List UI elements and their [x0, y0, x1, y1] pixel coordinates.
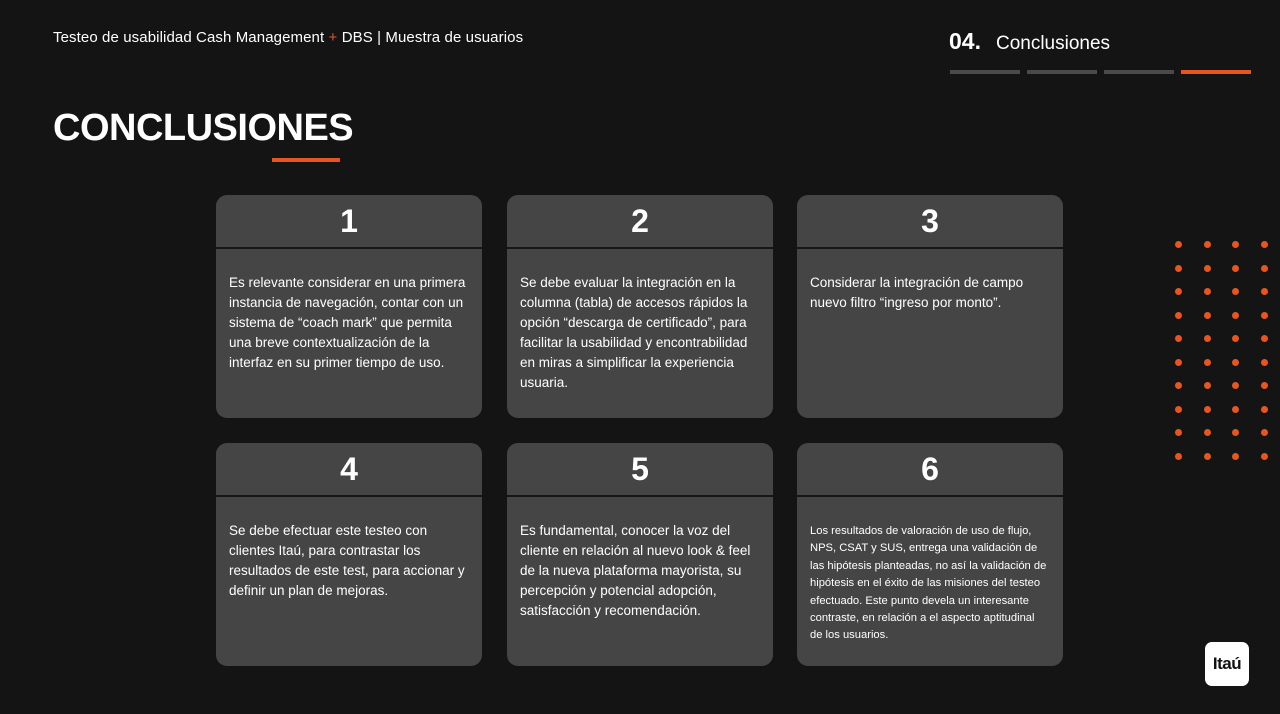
decorative-dot	[1204, 453, 1211, 460]
decorative-dot	[1261, 241, 1268, 248]
decorative-dot	[1261, 429, 1268, 436]
section-name: Conclusiones	[995, 33, 1111, 54]
card-number: 2	[631, 202, 649, 239]
conclusion-card-1	[216, 195, 482, 418]
decorative-dot-grid	[1175, 241, 1275, 466]
card-header	[797, 443, 1063, 497]
card-text: Es relevante considerar en una primera instancia de navegación, contar con un sistema de “coach mark” que permita una breve contextualización de la interfaz en su primer tiempo de uso.	[229, 275, 466, 370]
decorative-dot	[1232, 382, 1239, 389]
decorative-dot	[1232, 406, 1239, 413]
header-title-part2: DBS | Muestra de usuarios	[337, 29, 524, 46]
card-header	[216, 443, 482, 497]
itau-logo	[1205, 642, 1249, 686]
decorative-dot	[1175, 359, 1182, 366]
header-title-part1: Testeo de usabilidad Cash Management	[53, 29, 329, 46]
card-text: Los resultados de valoración de uso de flujo, NPS, CSAT y SUS, entrega una validación de las hipótesis planteadas, no así la validación de hipótesis en el éxito de las misiones del testeo efectuado. Este punto devela un interesante contraste, en relación a el aspecto aptitudinal de los usuarios.	[810, 525, 1047, 642]
card-text: Se debe efectuar este testeo con clientes Itaú, para contrastar los resultados de este test, para accionar y definir un plan de mejoras.	[229, 523, 465, 598]
card-header	[216, 195, 482, 249]
section-number: 04.	[949, 28, 981, 54]
card-text: Considerar la integración de campo nuevo filtro “ingreso por monto”.	[810, 275, 1024, 310]
decorative-dot	[1204, 406, 1211, 413]
decorative-dot	[1261, 382, 1268, 389]
decorative-dot	[1261, 359, 1268, 366]
section-indicator	[949, 28, 1110, 56]
card-text: Se debe evaluar la integración en la columna (tabla) de accesos rápidos la opción “descarga de certificado”, para facilitar la usabilidad y encontrabilidad en miras a simplificar la experiencia usuaria.	[520, 275, 748, 390]
decorative-dot	[1204, 429, 1211, 436]
card-header	[507, 443, 773, 497]
decorative-dot	[1232, 335, 1239, 342]
decorative-dot	[1232, 265, 1239, 272]
decorative-dot	[1175, 382, 1182, 389]
card-header	[507, 195, 773, 249]
decorative-dot	[1232, 241, 1239, 248]
conclusion-card-3	[797, 195, 1063, 418]
decorative-dot	[1204, 382, 1211, 389]
decorative-dot	[1204, 265, 1211, 272]
page-title: CONCLUSIONES	[53, 107, 354, 149]
decorative-dot	[1175, 312, 1182, 319]
decorative-dot	[1232, 288, 1239, 295]
logo-text: Itaú	[1212, 654, 1242, 673]
card-header	[797, 195, 1063, 249]
decorative-dot	[1232, 359, 1239, 366]
decorative-dot	[1261, 265, 1268, 272]
decorative-dot	[1204, 359, 1211, 366]
progress-segment-4-active	[1181, 70, 1251, 74]
decorative-dot	[1175, 241, 1182, 248]
decorative-dot	[1204, 288, 1211, 295]
decorative-dot	[1232, 312, 1239, 319]
decorative-dot	[1175, 335, 1182, 342]
decorative-dot	[1175, 288, 1182, 295]
decorative-dot	[1175, 406, 1182, 413]
conclusion-card-6	[797, 443, 1063, 666]
decorative-dot	[1261, 288, 1268, 295]
section-progress	[950, 70, 1251, 74]
conclusion-card-5	[507, 443, 773, 666]
progress-segment-1	[950, 70, 1020, 74]
card-number: 5	[631, 450, 649, 487]
header-plus: +	[328, 29, 338, 46]
card-number: 6	[921, 450, 939, 487]
decorative-dot	[1261, 453, 1268, 460]
decorative-dot	[1261, 406, 1268, 413]
card-text: Es fundamental, conocer la voz del cliente en relación al nuevo look & feel de la nueva plataforma mayorista, su percepción y potencial adopción, satisfacción y recomendación.	[520, 523, 751, 618]
decorative-dot	[1232, 429, 1239, 436]
decorative-dot	[1261, 335, 1268, 342]
decorative-dot	[1232, 453, 1239, 460]
decorative-dot	[1204, 312, 1211, 319]
card-number: 3	[921, 202, 939, 239]
header-title	[53, 29, 523, 46]
card-number: 1	[340, 202, 358, 239]
conclusion-card-2	[507, 195, 773, 418]
progress-segment-2	[1027, 70, 1097, 74]
conclusion-card-4	[216, 443, 482, 666]
title-underline	[272, 158, 340, 162]
decorative-dot	[1204, 241, 1211, 248]
decorative-dot	[1175, 453, 1182, 460]
decorative-dot	[1204, 335, 1211, 342]
card-number: 4	[340, 450, 358, 487]
progress-segment-3	[1104, 70, 1174, 74]
decorative-dot	[1261, 312, 1268, 319]
decorative-dot	[1175, 429, 1182, 436]
decorative-dot	[1175, 265, 1182, 272]
